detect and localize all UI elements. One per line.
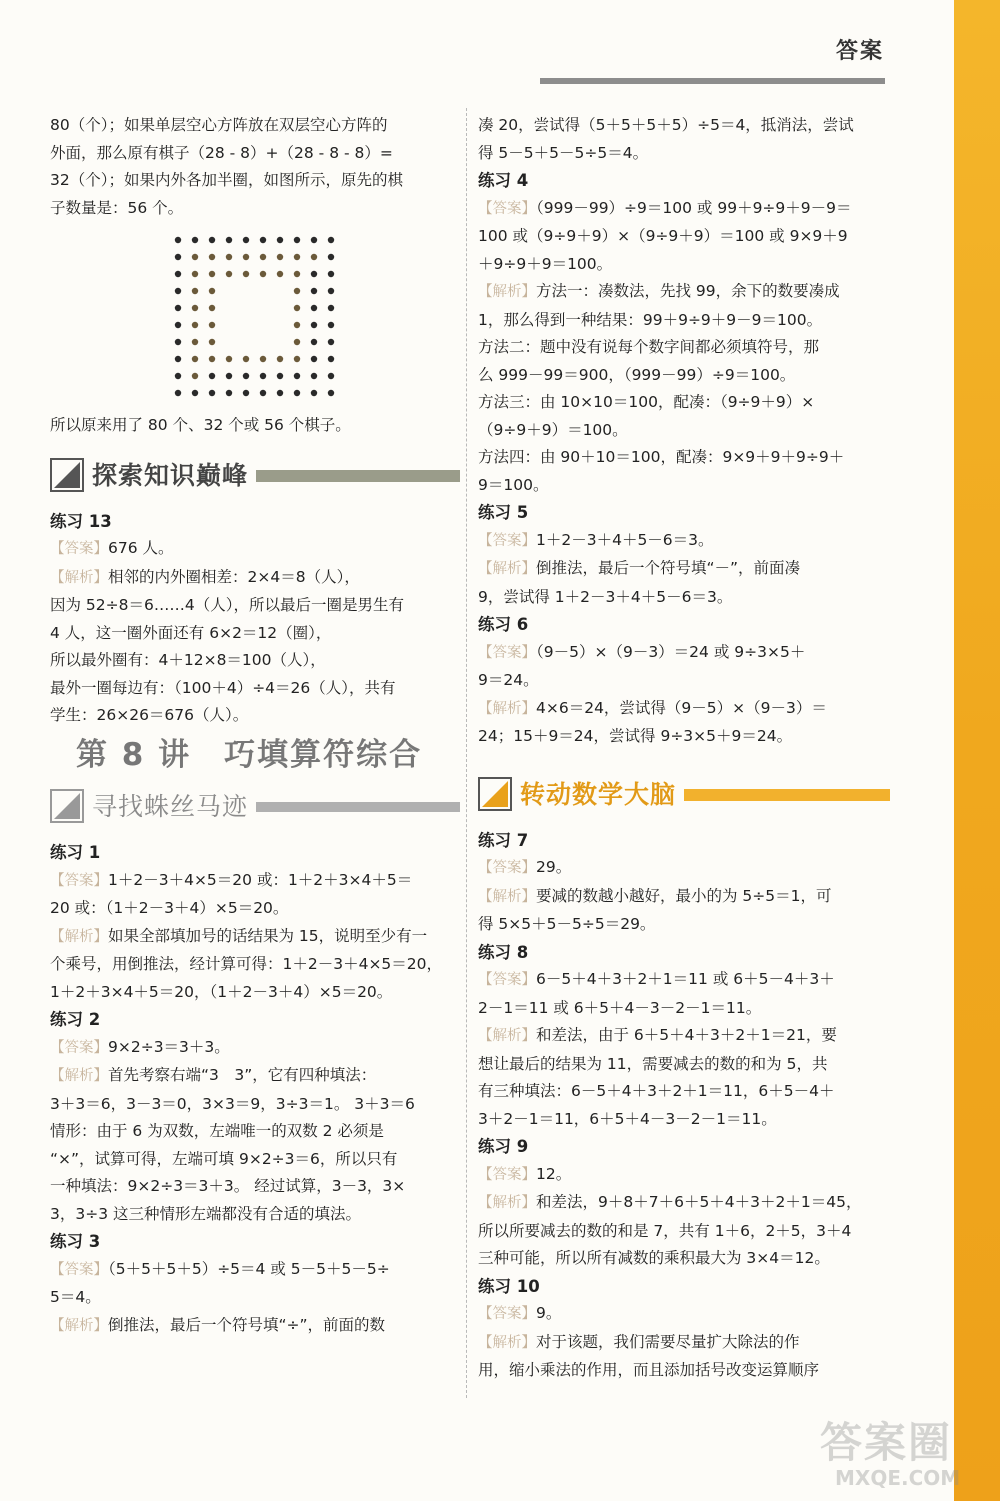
figure-dot	[294, 356, 300, 362]
answer-tag: 【答案】	[50, 541, 108, 557]
exercise-title: 练习 6	[478, 615, 529, 634]
figure-dot	[209, 288, 215, 294]
figure-dot	[209, 373, 215, 379]
text-line: 一种填法：9×2÷3＝3＋3。 经过试算，3－3，3×	[50, 1177, 406, 1195]
analysis-tag: 【解析】	[50, 569, 108, 586]
figure-dot	[328, 254, 334, 260]
text-line: 个乘号，用倒推法，经计算可得：1＋2－3＋4×5＝20，	[50, 955, 443, 973]
answer-tag: 【答案】	[478, 532, 536, 549]
analysis-tag: 【解析】	[478, 1028, 536, 1044]
left-column	[50, 112, 460, 1340]
figure-dot	[260, 356, 266, 362]
analysis-line	[50, 564, 460, 593]
figure-dot	[311, 254, 317, 260]
answer-line	[478, 854, 890, 883]
watermark-text: 答案圈	[820, 1418, 953, 1467]
analysis-line	[478, 1329, 890, 1358]
text-line: 1＋2＋3×4＋5＝20，（1＋2－3＋4）×5＝20。	[50, 982, 393, 1001]
analysis-text: 倒推法，最后一个符号填“－”，前面凑	[536, 559, 801, 577]
figure-dot	[294, 254, 300, 260]
figure-dot	[328, 271, 334, 277]
answer-tag: 【答案】	[478, 644, 536, 661]
answer-line	[50, 1034, 460, 1063]
analysis-tag: 【解析】	[478, 1334, 536, 1351]
section-icon	[50, 789, 86, 825]
figure-dot	[294, 288, 300, 294]
figure-dot	[209, 390, 215, 396]
figure-dot	[192, 322, 198, 328]
analysis-text: 对于该题，我们需要尽量扩大除法的作	[536, 1332, 800, 1351]
figure-dot	[328, 288, 334, 294]
watermark-logo	[800, 1410, 990, 1500]
figure-dot	[209, 271, 215, 277]
text-line: “×”，试算可得，左端可填 9×2÷3＝6，所以只有	[50, 1149, 398, 1168]
answer-line	[50, 867, 460, 896]
figure-dot	[311, 305, 317, 311]
text-line: 1，那么得到一种结果：99＋9÷9＋9－9＝100。	[478, 310, 823, 329]
answer-text: 12。	[536, 1164, 572, 1183]
answer-line	[478, 195, 890, 224]
answer-line	[478, 639, 890, 668]
text-line: 3，3÷3 这三种情形左端都没有合适的填法。	[50, 1204, 362, 1223]
figure-dot	[192, 390, 198, 396]
text-line: 100 或（9÷9＋9）×（9÷9＋9）＝100 或 9×9＋9	[478, 227, 848, 245]
text-line: 方法三：由 10×10＝100，配凑：（9÷9＋9）×	[478, 393, 815, 411]
figure-dot	[243, 390, 249, 396]
figure-dot	[192, 271, 198, 277]
analysis-line	[50, 1062, 460, 1091]
analysis-tag: 【解析】	[50, 1068, 108, 1084]
figure-dot	[226, 254, 232, 260]
answer-line	[478, 1161, 890, 1190]
exercise-title: 练习 10	[478, 1276, 540, 1296]
figure-dot	[294, 373, 300, 379]
lecture-title: 第 8 讲 巧填算符综合	[76, 736, 423, 773]
analysis-line	[478, 555, 890, 584]
figure-dot	[277, 373, 283, 379]
answer-text: 1＋2－3＋4×5＝20 或：1＋2＋3×4＋5＝	[108, 870, 413, 889]
section-bar	[684, 789, 890, 801]
section-title: 探索知识巅峰	[92, 460, 249, 490]
figure-dot	[175, 237, 181, 243]
text-line: 凑 20，尝试得（5＋5＋5＋5）÷5＝4，抵消法，尝试	[478, 116, 854, 134]
figure-dot	[192, 288, 198, 294]
text-line: 9，尝试得 1＋2－3＋4＋5－6＝3。	[478, 587, 733, 606]
figure-dot	[243, 373, 249, 379]
figure-dot	[209, 305, 215, 311]
answer-text: 676 人。	[108, 539, 174, 557]
figure-dot	[294, 390, 300, 396]
answer-text: 9×2÷3＝3＋3。	[108, 1037, 230, 1056]
answer-tag: 【答案】	[50, 872, 108, 889]
figure-dot	[175, 356, 181, 362]
exercise-title: 练习 3	[50, 1232, 101, 1251]
text-line: 所以最外圈有：4＋12×8＝100（人），	[50, 651, 326, 669]
analysis-tag: 【解析】	[50, 928, 108, 945]
analysis-text: 首先考察右端“3 3”，它有四种填法：	[108, 1066, 377, 1084]
exercise-title: 练习 13	[50, 511, 112, 531]
exercise-title: 练习 9	[478, 1137, 529, 1156]
figure-dot	[243, 356, 249, 362]
figure-dot	[243, 254, 249, 260]
right-column	[478, 112, 890, 1385]
analysis-text: 和差法，9＋8＋7＋6＋5＋4＋3＋2＋1＝45，	[536, 1193, 862, 1211]
text-line: 么 999－99＝900，（999－99）÷9＝100。	[478, 365, 796, 384]
section-heading	[50, 450, 460, 502]
analysis-tag: 【解析】	[478, 700, 536, 717]
figure-dot	[175, 390, 181, 396]
figure-dot	[311, 390, 317, 396]
figure-dot	[226, 356, 232, 362]
answer-text: 9。	[536, 1304, 562, 1322]
figure-dot	[311, 339, 317, 345]
analysis-text: 如果全部填加号的话结果为 15，说明至少有一	[108, 926, 428, 945]
text-line: 用，缩小乘法的作用，而且添加括号改变运算顺序	[478, 1361, 820, 1379]
text-line: 3＋3＝6，3－3＝0，3×3＝9，3÷3＝1。 3＋3＝6	[50, 1094, 415, 1113]
figure-dot	[311, 288, 317, 294]
figure-dot	[277, 254, 283, 260]
answer-tag: 【答案】	[478, 1306, 536, 1322]
answer-text: 6－5＋4＋3＋2＋1＝11 或 6＋5－4＋3＋	[536, 970, 835, 988]
text-line: 9＝100。	[478, 475, 549, 494]
figure-dot	[260, 390, 266, 396]
figure-dot	[209, 356, 215, 362]
text-line: 子数量是：56 个。	[50, 198, 184, 217]
figure-dot	[328, 322, 334, 328]
analysis-line	[50, 1312, 460, 1341]
column-divider	[466, 108, 468, 1398]
figure-dot	[192, 237, 198, 243]
analysis-tag: 【解析】	[478, 888, 536, 905]
text-line: 有三种填法：6－5＋4＋3＋2＋1＝11，6＋5－4＋	[478, 1082, 835, 1100]
figure-dot	[260, 237, 266, 243]
figure-dot	[226, 237, 232, 243]
answer-line	[478, 966, 890, 995]
figure-dot	[175, 254, 181, 260]
figure-dot	[226, 271, 232, 277]
analysis-line	[478, 278, 890, 307]
answer-tag: 【答案】	[478, 1166, 536, 1183]
analysis-text: 和差法，由于 6＋5＋4＋3＋2＋1＝21，要	[536, 1026, 837, 1044]
figure-dot	[175, 339, 181, 345]
answer-text: 1＋2－3＋4＋5－6＝3。	[536, 530, 714, 549]
figure-dot	[277, 237, 283, 243]
figure-dot	[192, 373, 198, 379]
side-stripe	[954, 0, 1000, 1501]
figure-dot	[209, 237, 215, 243]
analysis-line	[478, 1189, 890, 1218]
exercise-title: 练习 2	[50, 1010, 101, 1029]
exercise-title: 练习 8	[478, 942, 529, 962]
answer-tag: 【答案】	[50, 1039, 108, 1056]
analysis-text: 方法一：凑数法，先找 99，余下的数要凑成	[536, 282, 840, 300]
section-bar	[256, 470, 460, 482]
exercise-title: 练习 4	[478, 171, 529, 190]
section-bar	[256, 802, 460, 812]
text-line: 5＝4。	[50, 1288, 101, 1306]
answer-line	[50, 535, 460, 564]
figure-dot	[328, 305, 334, 311]
figure-dot	[243, 271, 249, 277]
text-line: 最外一圈每边有：（100＋4）÷4＝26（人），共有	[50, 678, 396, 697]
text-line: 24；15＋9＝24，尝试得 9÷3×5＋9＝24。	[478, 727, 793, 745]
text-line: 所以所要减去的数的和是 7，共有 1＋6，2＋5，3＋4	[478, 1221, 852, 1240]
figure-dot	[328, 390, 334, 396]
watermark-url: MXQE.COM	[835, 1466, 961, 1490]
answer-tag: 【答案】	[50, 1261, 108, 1278]
figure-dot	[192, 305, 198, 311]
figure-dot	[294, 322, 300, 328]
answer-line	[50, 1256, 460, 1285]
text-line: 4 人，这一圈外面还有 6×2＝12（圈），	[50, 623, 332, 642]
text-line: 80（个）；如果单层空心方阵放在双层空心方阵的	[50, 116, 388, 134]
text-line: 所以原来用了 80 个、32 个或 56 个棋子。	[50, 416, 351, 434]
section-heading	[478, 769, 890, 821]
answer-tag: 【答案】	[478, 200, 536, 217]
analysis-line	[478, 695, 890, 724]
figure-dot	[175, 271, 181, 277]
figure-dot	[209, 339, 215, 345]
text-line: 学生：26×26＝676（人）。	[50, 706, 249, 724]
text-line: （9÷9＋9）＝100。	[478, 420, 628, 439]
text-line: 32（个）；如果内外各加半圈，如图所示，原先的棋	[50, 171, 403, 189]
text-line: 三种可能，所以所有减数的乘积最大为 3×4＝12。	[478, 1249, 830, 1267]
figure-dot	[328, 356, 334, 362]
figure-dot	[175, 288, 181, 294]
section-title: 寻找蛛丝马迹	[92, 792, 249, 822]
text-line: 20 或：（1＋2－3＋4）×5＝20。	[50, 899, 289, 917]
page-header-title: 答案	[835, 39, 884, 64]
figure-dot	[226, 373, 232, 379]
figure-dot	[243, 237, 249, 243]
header-rule	[540, 78, 885, 84]
text-line: 3＋2－1＝11，6＋5＋4－3－2－1＝11。	[478, 1109, 777, 1128]
figure-dot	[294, 271, 300, 277]
answer-text: 29。	[536, 858, 572, 876]
text-line: 得 5－5＋5－5÷5＝4。	[478, 143, 649, 162]
text-line: 因为 52÷8＝6……4（人），所以最后一圈是男生有	[50, 596, 404, 614]
analysis-line	[50, 923, 460, 952]
figure-dot	[277, 271, 283, 277]
figure-dot	[311, 356, 317, 362]
text-line: 方法四：由 90＋10＝100，配凑：9×9＋9＋9÷9＋	[478, 448, 845, 466]
exercise-title: 练习 7	[478, 830, 529, 850]
figure-dot	[311, 271, 317, 277]
answer-text: （5＋5＋5＋5）÷5＝4 或 5－5＋5－5÷	[108, 1259, 390, 1278]
figure-dot	[209, 322, 215, 328]
figure-dot	[328, 339, 334, 345]
section-icon	[478, 777, 514, 813]
analysis-text: 要减的数越小越好，最小的为 5÷5＝1，可	[536, 886, 832, 905]
figure-dot	[294, 339, 300, 345]
figure-dot	[260, 271, 266, 277]
figure-dot	[175, 305, 181, 311]
answer-tag: 【答案】	[478, 972, 536, 988]
answer-tag: 【答案】	[478, 860, 536, 876]
figure-dot	[209, 254, 215, 260]
section-heading	[50, 781, 460, 833]
text-line: 情形：由于 6 为双数，左端唯一的双数 2 必须是	[50, 1122, 384, 1140]
figure-dot	[311, 237, 317, 243]
figure-dot	[226, 390, 232, 396]
exercise-title: 练习 1	[50, 843, 101, 862]
figure-dot	[192, 339, 198, 345]
text-line: 2－1＝11 或 6＋5＋4－3－2－1＝11。	[478, 998, 762, 1017]
analysis-text: 相邻的内外圈相差：2×4＝8（人），	[108, 567, 360, 586]
analysis-tag: 【解析】	[478, 561, 536, 577]
figure-dot	[192, 254, 198, 260]
answer-text: （999－99）÷9＝100 或 99＋9÷9＋9－9＝	[536, 198, 852, 217]
hollow-square-figure	[170, 232, 340, 402]
exercise-title: 练习 5	[478, 503, 529, 522]
section-title: 转动数学大脑	[520, 779, 677, 809]
answer-line	[478, 527, 890, 556]
figure-dot	[260, 373, 266, 379]
figure-dot	[311, 373, 317, 379]
figure-dot	[294, 237, 300, 243]
analysis-tag: 【解析】	[478, 1195, 536, 1211]
figure-dot	[328, 373, 334, 379]
figure-dot	[328, 237, 334, 243]
answer-text: （9－5）×（9－3）＝24 或 9÷3×5＋	[536, 642, 806, 661]
analysis-tag: 【解析】	[478, 284, 536, 300]
text-line: 想让最后的结果为 11，需要减去的数的和为 5，共	[478, 1054, 828, 1073]
analysis-tag: 【解析】	[50, 1317, 108, 1334]
analysis-text: 倒推法，最后一个符号填“÷”，前面的数	[108, 1315, 386, 1334]
section-icon	[50, 458, 86, 494]
analysis-text: 4×6＝24，尝试得（9－5）×（9－3）＝	[536, 698, 827, 717]
figure-dot	[311, 322, 317, 328]
figure-dot	[175, 322, 181, 328]
figure-dot	[294, 305, 300, 311]
figure-dot	[277, 390, 283, 396]
text-line: 外面，那么原有棋子（28 - 8）+（28 - 8 - 8）=	[50, 143, 393, 162]
answer-line	[478, 1300, 890, 1329]
analysis-line	[478, 883, 890, 912]
figure-dot	[175, 373, 181, 379]
text-line: 得 5×5＋5－5÷5＝29。	[478, 915, 656, 933]
text-line: 9＝24。	[478, 671, 539, 689]
figure-dot	[260, 254, 266, 260]
figure-dot	[277, 356, 283, 362]
text-line: ＋9÷9＋9＝100。	[478, 254, 613, 273]
analysis-line	[478, 1022, 890, 1051]
text-line: 方法二：题中没有说每个数字间都必须填符号，那	[478, 338, 820, 356]
figure-dot	[192, 356, 198, 362]
